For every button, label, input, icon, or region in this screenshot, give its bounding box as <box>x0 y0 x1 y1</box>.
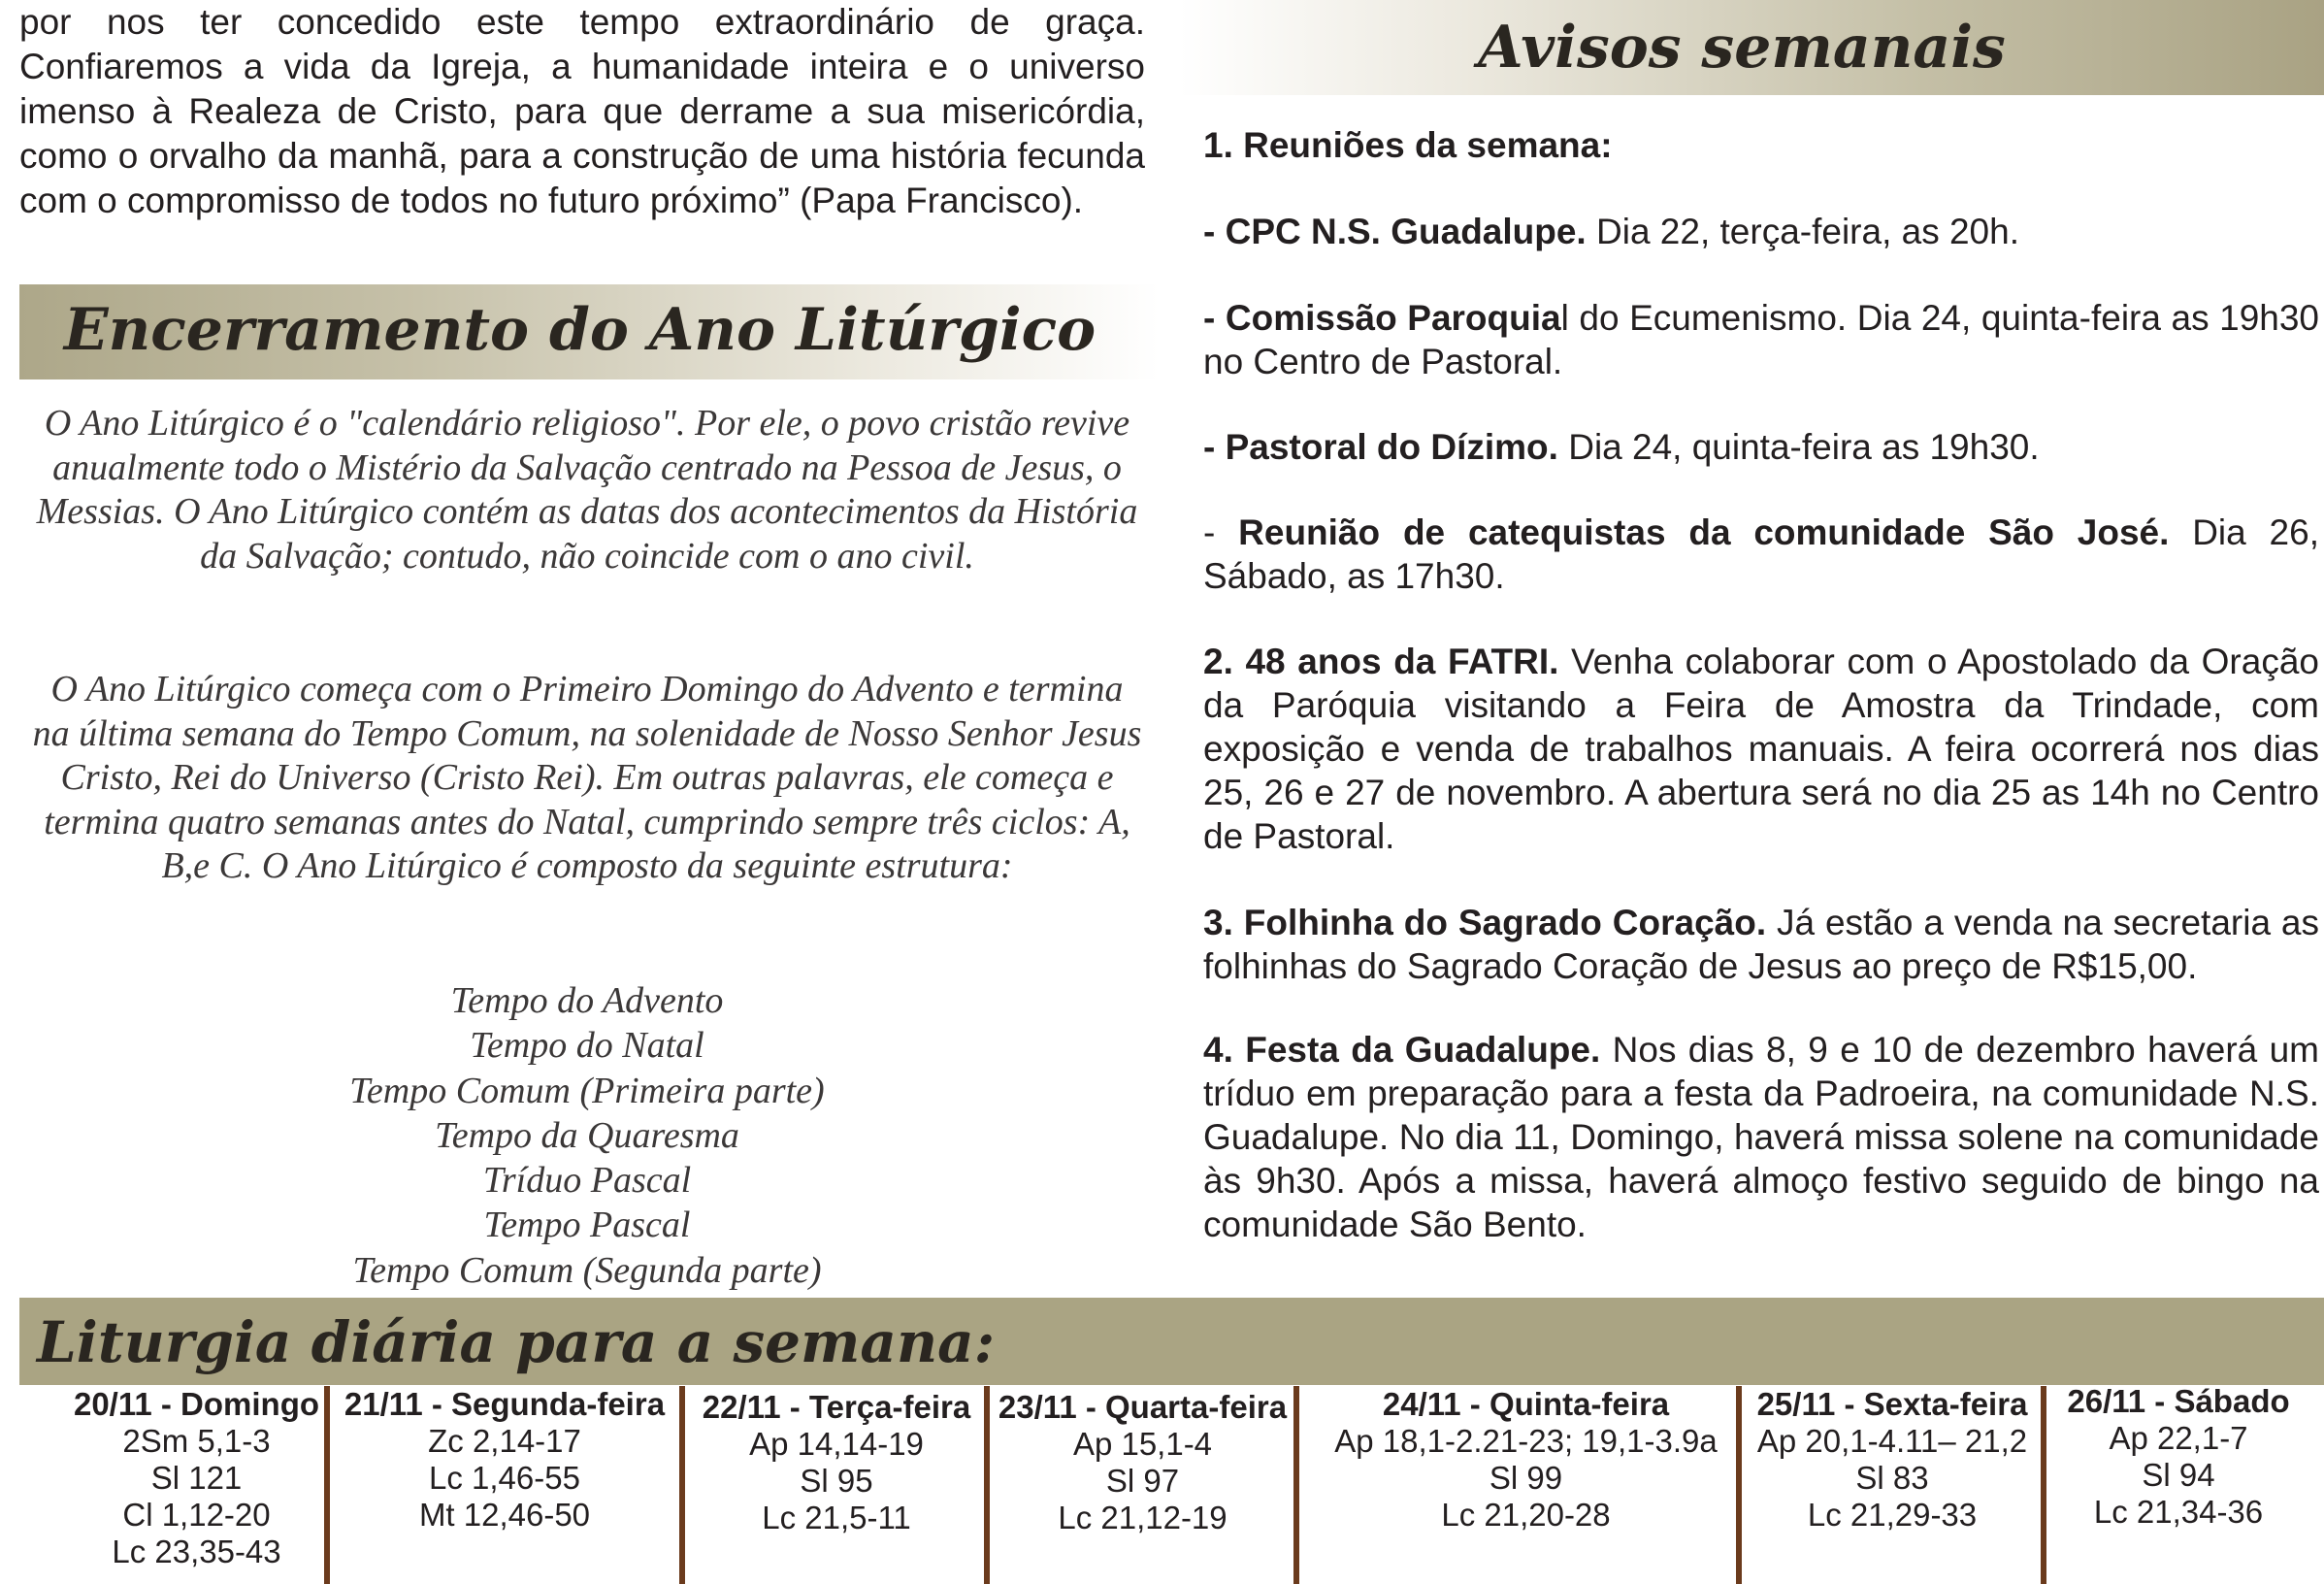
liturgy-day <box>1305 1386 1747 1534</box>
reading: Sl 99 <box>1489 1460 1563 1496</box>
notice-item <box>1203 210 2319 253</box>
reading: 2Sm 5,1-3 <box>122 1423 271 1459</box>
notice-text: l do Ecumenismo. Dia 24, quinta-feira as 19h30 no Centro de Pastoral. <box>1203 298 2320 381</box>
notice-bold: 4. Festa da Guadalupe. <box>1203 1030 1601 1070</box>
notice-bold: - Pastoral do Dízimo. <box>1203 427 1558 467</box>
notice-item <box>1203 901 2319 988</box>
season-item: Tempo Comum (Primeira parte) <box>349 1070 825 1111</box>
liturgy-day <box>2052 1383 2305 1531</box>
day-header: 20/11 - Domingo <box>73 1386 320 1422</box>
day-header: 25/11 - Sexta-feira <box>1756 1386 2028 1422</box>
season-item: Tempo do Advento <box>450 980 724 1021</box>
notice-text: Nos dias 8, 9 e 10 de dezembro haverá um tríduo em preparação para a festa da Padroeira, na comunidade N.S. Guadalupe. No dia 11, Domingo, haverá missa solene na comunidade às 9h30. Após a missa, haverá almoço festivo seguido de bingo na comunidade São Bento. <box>1203 1030 2320 1244</box>
reading: Cl 1,12-20 <box>122 1497 271 1533</box>
encerramento-paragraph-2: O Ano Litúrgico começa com o Primeiro Domingo do Advento e termina na última semana do Tempo Comum, na solenidade de Nosso Senhor Jesus Cristo, Rei do Universo (Cristo Rei). Em outras palavras, ele começa e termina quatro semanas antes do Natal, cumprindo sempre três ciclos: A, B,e C. O Ano Litúrgico é composto da seguinte estrutura: <box>32 669 1142 887</box>
reading: Ap 15,1-4 <box>1072 1426 1213 1462</box>
reading: Sl 121 <box>150 1460 243 1496</box>
reunioes-heading-text: 1. Reuniões da semana: <box>1203 125 1613 165</box>
reading: Mt 12,46-50 <box>418 1497 591 1533</box>
notice-bold: Reunião de catequistas da comunidade São José. <box>1238 512 2170 552</box>
column-divider <box>1293 1386 1299 1584</box>
liturgy-day <box>995 1389 1291 1536</box>
reading: Lc 21,12-19 <box>1058 1500 1227 1535</box>
reading: Lc 21,20-28 <box>1441 1497 1611 1533</box>
notice-prefix: - <box>1203 512 1239 552</box>
reading: Sl 83 <box>1855 1460 1929 1496</box>
season-item: Tríduo Pascal <box>482 1160 692 1202</box>
column-divider <box>324 1386 330 1584</box>
column-divider <box>1736 1386 1742 1584</box>
notice-item <box>1203 1028 2319 1246</box>
notice-bold: - Comissão Paroquia <box>1203 298 1561 338</box>
reading: Sl 95 <box>800 1463 873 1499</box>
reading: Zc 2,14-17 <box>428 1423 581 1459</box>
notice-text: Venha colaborar com o Apostolado da Oração da Paróquia visitando a Feira de Amostra da Trindade, com exposição e venda de trabalhos manuais. A feira ocorrerá nos dias 25, 26 e 27 de novembro. A abertura será no dia 25 as 14h no Centro de Pastoral. <box>1203 642 2319 856</box>
notice-item <box>1203 425 2319 469</box>
reading: Sl 97 <box>1105 1463 1180 1499</box>
reading: Sl 94 <box>2142 1457 2215 1493</box>
column-divider <box>679 1386 685 1584</box>
notice-bold: - CPC N.S. Guadalupe. <box>1203 212 1587 251</box>
reading: Lc 21,34-36 <box>2093 1494 2264 1530</box>
encerramento-paragraph-1: O Ano Litúrgico é o "calendário religioso". Por ele, o povo cristão revive anualmente todo o Mistério da Salvação centrado na Pessoa de Jesus, o Messias. O Ano Litúrgico contém as datas dos acontecimentos da História da Salvação; contudo, não coincide com o ano civil. <box>36 403 1138 577</box>
season-item: Tempo Pascal <box>483 1204 691 1246</box>
liturgical-seasons-list <box>29 978 1145 1293</box>
season-item: Tempo da Quaresma <box>435 1114 739 1156</box>
reading: Lc 21,5-11 <box>762 1500 911 1535</box>
reading: Lc 1,46-55 <box>429 1460 580 1496</box>
reading: Ap 20,1-4.11– 21,2 <box>1756 1423 2028 1459</box>
liturgia-title: Liturgia diária para a semana: <box>37 1309 996 1375</box>
avisos-title: Avisos semanais <box>1478 14 2006 82</box>
intro-paragraph: por nos ter concedido este tempo extraordinário de graça. Confiaremos a vida da Igreja, a humanidade inteira e o universo imenso à Realeza de Cristo, para que derrame a sua misericórdia, como o orvalho da manhã, para a construção de uma história fecunda com o compromisso de todos no futuro próximo” (Papa Francisco). <box>19 2 1145 220</box>
notice-item <box>1203 511 2319 598</box>
season-item: Tempo Comum (Segunda parte) <box>352 1249 822 1291</box>
column-divider <box>2041 1386 2046 1584</box>
liturgy-day <box>335 1386 674 1534</box>
notice-text: Dia 24, quinta-feira as 19h30. <box>1557 427 2040 467</box>
reunioes-heading <box>1203 123 2319 167</box>
reading: Ap 22,1-7 <box>2109 1420 2248 1456</box>
day-header: 26/11 - Sábado <box>2067 1383 2290 1419</box>
notice-text: Já estão a venda na secretaria as folhinhas do Sagrado Coração de Jesus ao preço de R$15,00. <box>1203 903 2319 986</box>
reading: Lc 21,29-33 <box>1807 1497 1978 1533</box>
notice-bold: 2. 48 anos da FATRI. <box>1203 642 1559 681</box>
encerramento-title: Encerramento do Ano Litúrgico <box>63 296 1097 364</box>
notice-item <box>1203 640 2319 858</box>
reading: Ap 18,1-2.21-23; 19,1-3.9a <box>1334 1423 1718 1459</box>
notice-item <box>1203 296 2319 383</box>
notice-text: Dia 26, Sábado, as 17h30. <box>1203 512 2319 596</box>
day-header: 23/11 - Quarta-feira <box>998 1389 1288 1425</box>
reading: Ap 14,14-19 <box>749 1426 924 1462</box>
day-header: 24/11 - Quinta-feira <box>1382 1386 1670 1422</box>
notice-text: Dia 22, terça-feira, as 20h. <box>1586 212 2019 251</box>
reading: Lc 23,35-43 <box>112 1534 281 1569</box>
liturgy-day <box>68 1386 325 1570</box>
liturgy-day <box>1747 1386 2038 1534</box>
notice-bold: 3. Folhinha do Sagrado Coração. <box>1203 903 1767 942</box>
column-divider <box>984 1386 990 1584</box>
day-header: 21/11 - Segunda-feira <box>344 1386 666 1422</box>
season-item: Tempo do Natal <box>470 1025 704 1067</box>
day-header: 22/11 - Terça-feira <box>702 1389 971 1425</box>
liturgy-day <box>691 1389 982 1536</box>
